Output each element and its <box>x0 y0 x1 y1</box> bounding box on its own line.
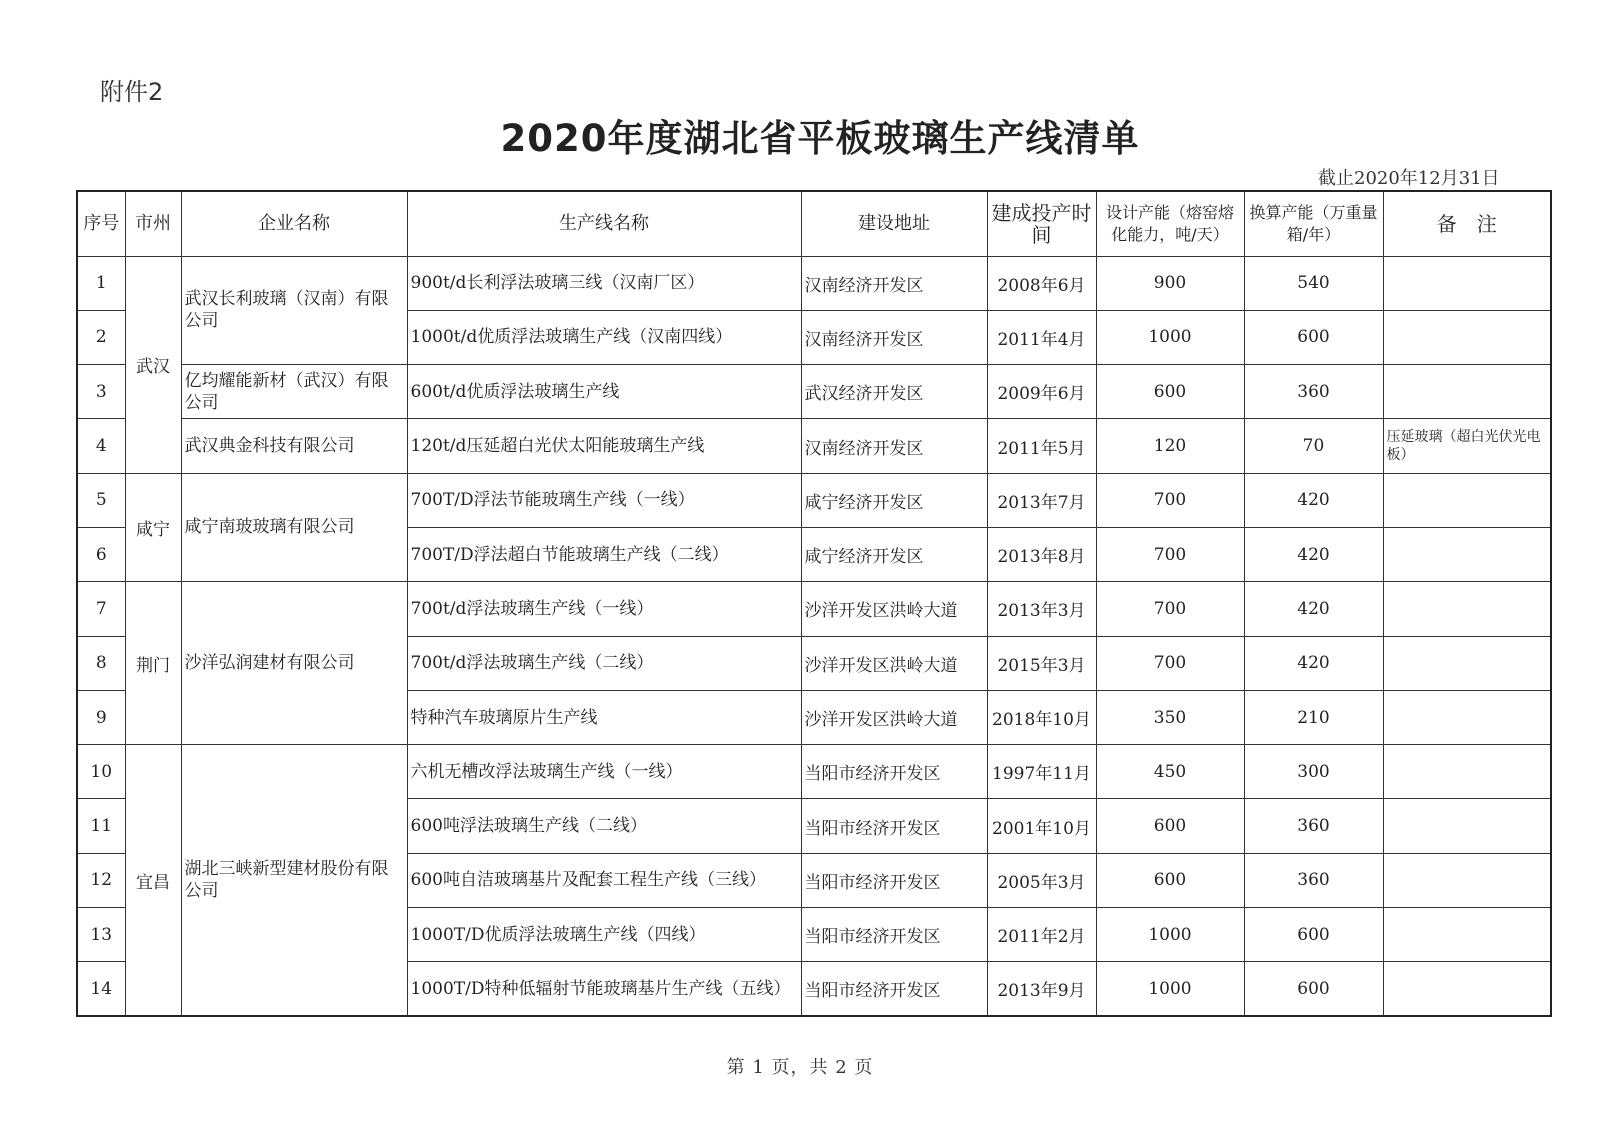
cell-note <box>1383 582 1551 636</box>
attachment-label: 附件2 <box>100 78 164 106</box>
cell-line: 1000t/d优质浮法玻璃生产线（汉南四线） <box>407 310 801 364</box>
table-row <box>77 582 1551 636</box>
cell-company: 沙洋弘润建材有限公司 <box>181 582 407 745</box>
cell-line: 600吨浮法玻璃生产线（二线） <box>407 799 801 853</box>
cell-address: 汉南经济开发区 <box>801 310 987 364</box>
header-capacity: 设计产能（熔窑熔化能力，吨/天） <box>1096 191 1244 256</box>
cell-capacity: 900 <box>1096 256 1244 310</box>
cell-no: 13 <box>77 908 125 962</box>
table-row <box>77 365 1551 419</box>
cell-address: 当阳市经济开发区 <box>801 962 987 1016</box>
cell-company: 亿均耀能新材（武汉）有限公司 <box>181 365 407 419</box>
cell-address: 沙洋开发区洪岭大道 <box>801 582 987 636</box>
cell-date: 2018年10月 <box>987 690 1096 744</box>
header-converted: 换算产能（万重量箱/年） <box>1244 191 1383 256</box>
cell-line: 120t/d压延超白光伏太阳能玻璃生产线 <box>407 419 801 473</box>
cell-converted: 360 <box>1244 853 1383 907</box>
cell-date: 1997年11月 <box>987 745 1096 799</box>
cell-converted: 70 <box>1244 419 1383 473</box>
cell-company: 湖北三峡新型建材股份有限公司 <box>181 745 407 1016</box>
cell-converted: 420 <box>1244 527 1383 581</box>
cell-line: 900t/d长利浮法玻璃三线（汉南厂区） <box>407 256 801 310</box>
cell-note <box>1383 473 1551 527</box>
cell-capacity: 600 <box>1096 365 1244 419</box>
header-no: 序号 <box>77 191 125 256</box>
cell-address: 武汉经济开发区 <box>801 365 987 419</box>
cell-date: 2013年8月 <box>987 527 1096 581</box>
cell-note <box>1383 908 1551 962</box>
cell-address: 沙洋开发区洪岭大道 <box>801 690 987 744</box>
header-date: 建成投产时 间 <box>987 191 1096 256</box>
cell-note <box>1383 310 1551 364</box>
cell-line: 700t/d浮法玻璃生产线（二线） <box>407 636 801 690</box>
cell-note <box>1383 527 1551 581</box>
cell-company: 武汉长利玻璃（汉南）有限公司 <box>181 256 407 365</box>
cell-capacity: 1000 <box>1096 962 1244 1016</box>
cell-date: 2013年7月 <box>987 473 1096 527</box>
cell-line: 1000T/D特种低辐射节能玻璃基片生产线（五线） <box>407 962 801 1016</box>
cell-date: 2001年10月 <box>987 799 1096 853</box>
cell-address: 汉南经济开发区 <box>801 419 987 473</box>
cell-date: 2015年3月 <box>987 636 1096 690</box>
cell-region-yichang: 宜昌 <box>125 745 181 1016</box>
cell-converted: 600 <box>1244 908 1383 962</box>
cell-address: 沙洋开发区洪岭大道 <box>801 636 987 690</box>
cell-capacity: 700 <box>1096 527 1244 581</box>
cell-capacity: 600 <box>1096 853 1244 907</box>
cell-company: 武汉典金科技有限公司 <box>181 419 407 473</box>
cell-no: 8 <box>77 636 125 690</box>
cell-address: 咸宁经济开发区 <box>801 527 987 581</box>
cell-region-xianning: 咸宁 <box>125 473 181 582</box>
cell-note: 压延玻璃（超白光伏光电板） <box>1383 419 1551 473</box>
cell-no: 10 <box>77 745 125 799</box>
cell-address: 当阳市经济开发区 <box>801 745 987 799</box>
cell-date: 2005年3月 <box>987 853 1096 907</box>
cell-no: 7 <box>77 582 125 636</box>
cell-note <box>1383 853 1551 907</box>
cell-converted: 420 <box>1244 636 1383 690</box>
cell-no: 11 <box>77 799 125 853</box>
cell-line: 1000T/D优质浮法玻璃生产线（四线） <box>407 908 801 962</box>
cell-capacity: 700 <box>1096 636 1244 690</box>
cell-note <box>1383 636 1551 690</box>
header-line: 生产线名称 <box>407 191 801 256</box>
cell-note <box>1383 256 1551 310</box>
table-row <box>77 745 1551 799</box>
cell-converted: 420 <box>1244 582 1383 636</box>
header-company: 企业名称 <box>181 191 407 256</box>
cell-line: 700T/D浮法节能玻璃生产线（一线） <box>407 473 801 527</box>
cell-region-jingmen: 荆门 <box>125 582 181 745</box>
cell-no: 4 <box>77 419 125 473</box>
cell-address: 当阳市经济开发区 <box>801 853 987 907</box>
table-row <box>77 473 1551 527</box>
page-title: 2020年度湖北省平板玻璃生产线清单 <box>500 117 1140 160</box>
cell-date: 2013年3月 <box>987 582 1096 636</box>
cell-date: 2011年4月 <box>987 310 1096 364</box>
cell-note <box>1383 799 1551 853</box>
cell-note <box>1383 365 1551 419</box>
cell-converted: 360 <box>1244 799 1383 853</box>
cell-converted: 420 <box>1244 473 1383 527</box>
cell-capacity: 600 <box>1096 799 1244 853</box>
cell-capacity: 350 <box>1096 690 1244 744</box>
cell-no: 2 <box>77 310 125 364</box>
cell-address: 汉南经济开发区 <box>801 256 987 310</box>
cell-no: 6 <box>77 527 125 581</box>
cell-address: 咸宁经济开发区 <box>801 473 987 527</box>
table-header-row <box>77 191 1551 256</box>
cell-converted: 600 <box>1244 962 1383 1016</box>
cell-note <box>1383 962 1551 1016</box>
cell-line: 特种汽车玻璃原片生产线 <box>407 690 801 744</box>
cell-capacity: 700 <box>1096 582 1244 636</box>
cell-line: 700T/D浮法超白节能玻璃生产线（二线） <box>407 527 801 581</box>
cell-no: 14 <box>77 962 125 1016</box>
cell-no: 9 <box>77 690 125 744</box>
cell-line: 700t/d浮法玻璃生产线（一线） <box>407 582 801 636</box>
cell-date: 2008年6月 <box>987 256 1096 310</box>
cell-date: 2011年2月 <box>987 908 1096 962</box>
cell-capacity: 1000 <box>1096 310 1244 364</box>
cell-no: 3 <box>77 365 125 419</box>
cell-line: 600t/d优质浮法玻璃生产线 <box>407 365 801 419</box>
cell-capacity: 450 <box>1096 745 1244 799</box>
cell-converted: 360 <box>1244 365 1383 419</box>
cell-no: 5 <box>77 473 125 527</box>
cell-note <box>1383 690 1551 744</box>
production-line-table <box>76 190 1552 1017</box>
header-address: 建设地址 <box>801 191 987 256</box>
cell-converted: 210 <box>1244 690 1383 744</box>
header-note: 备 注 <box>1383 191 1551 256</box>
page-footer: 第 1 页，共 2 页 <box>726 1057 874 1078</box>
cell-line: 六机无槽改浮法玻璃生产线（一线） <box>407 745 801 799</box>
cell-converted: 540 <box>1244 256 1383 310</box>
cell-address: 当阳市经济开发区 <box>801 908 987 962</box>
cell-converted: 300 <box>1244 745 1383 799</box>
table-row <box>77 256 1551 310</box>
cell-capacity: 120 <box>1096 419 1244 473</box>
as-of-date: 截止2020年12月31日 <box>1318 168 1500 189</box>
cell-address: 当阳市经济开发区 <box>801 799 987 853</box>
cell-capacity: 1000 <box>1096 908 1244 962</box>
table-row <box>77 419 1551 473</box>
cell-date: 2011年5月 <box>987 419 1096 473</box>
cell-region-wuhan: 武汉 <box>125 256 181 473</box>
header-city: 市州 <box>125 191 181 256</box>
cell-date: 2013年9月 <box>987 962 1096 1016</box>
cell-date: 2009年6月 <box>987 365 1096 419</box>
cell-converted: 600 <box>1244 310 1383 364</box>
cell-company: 咸宁南玻玻璃有限公司 <box>181 473 407 582</box>
cell-line: 600吨自洁玻璃基片及配套工程生产线（三线） <box>407 853 801 907</box>
cell-capacity: 700 <box>1096 473 1244 527</box>
cell-no: 1 <box>77 256 125 310</box>
cell-no: 12 <box>77 853 125 907</box>
cell-note <box>1383 745 1551 799</box>
